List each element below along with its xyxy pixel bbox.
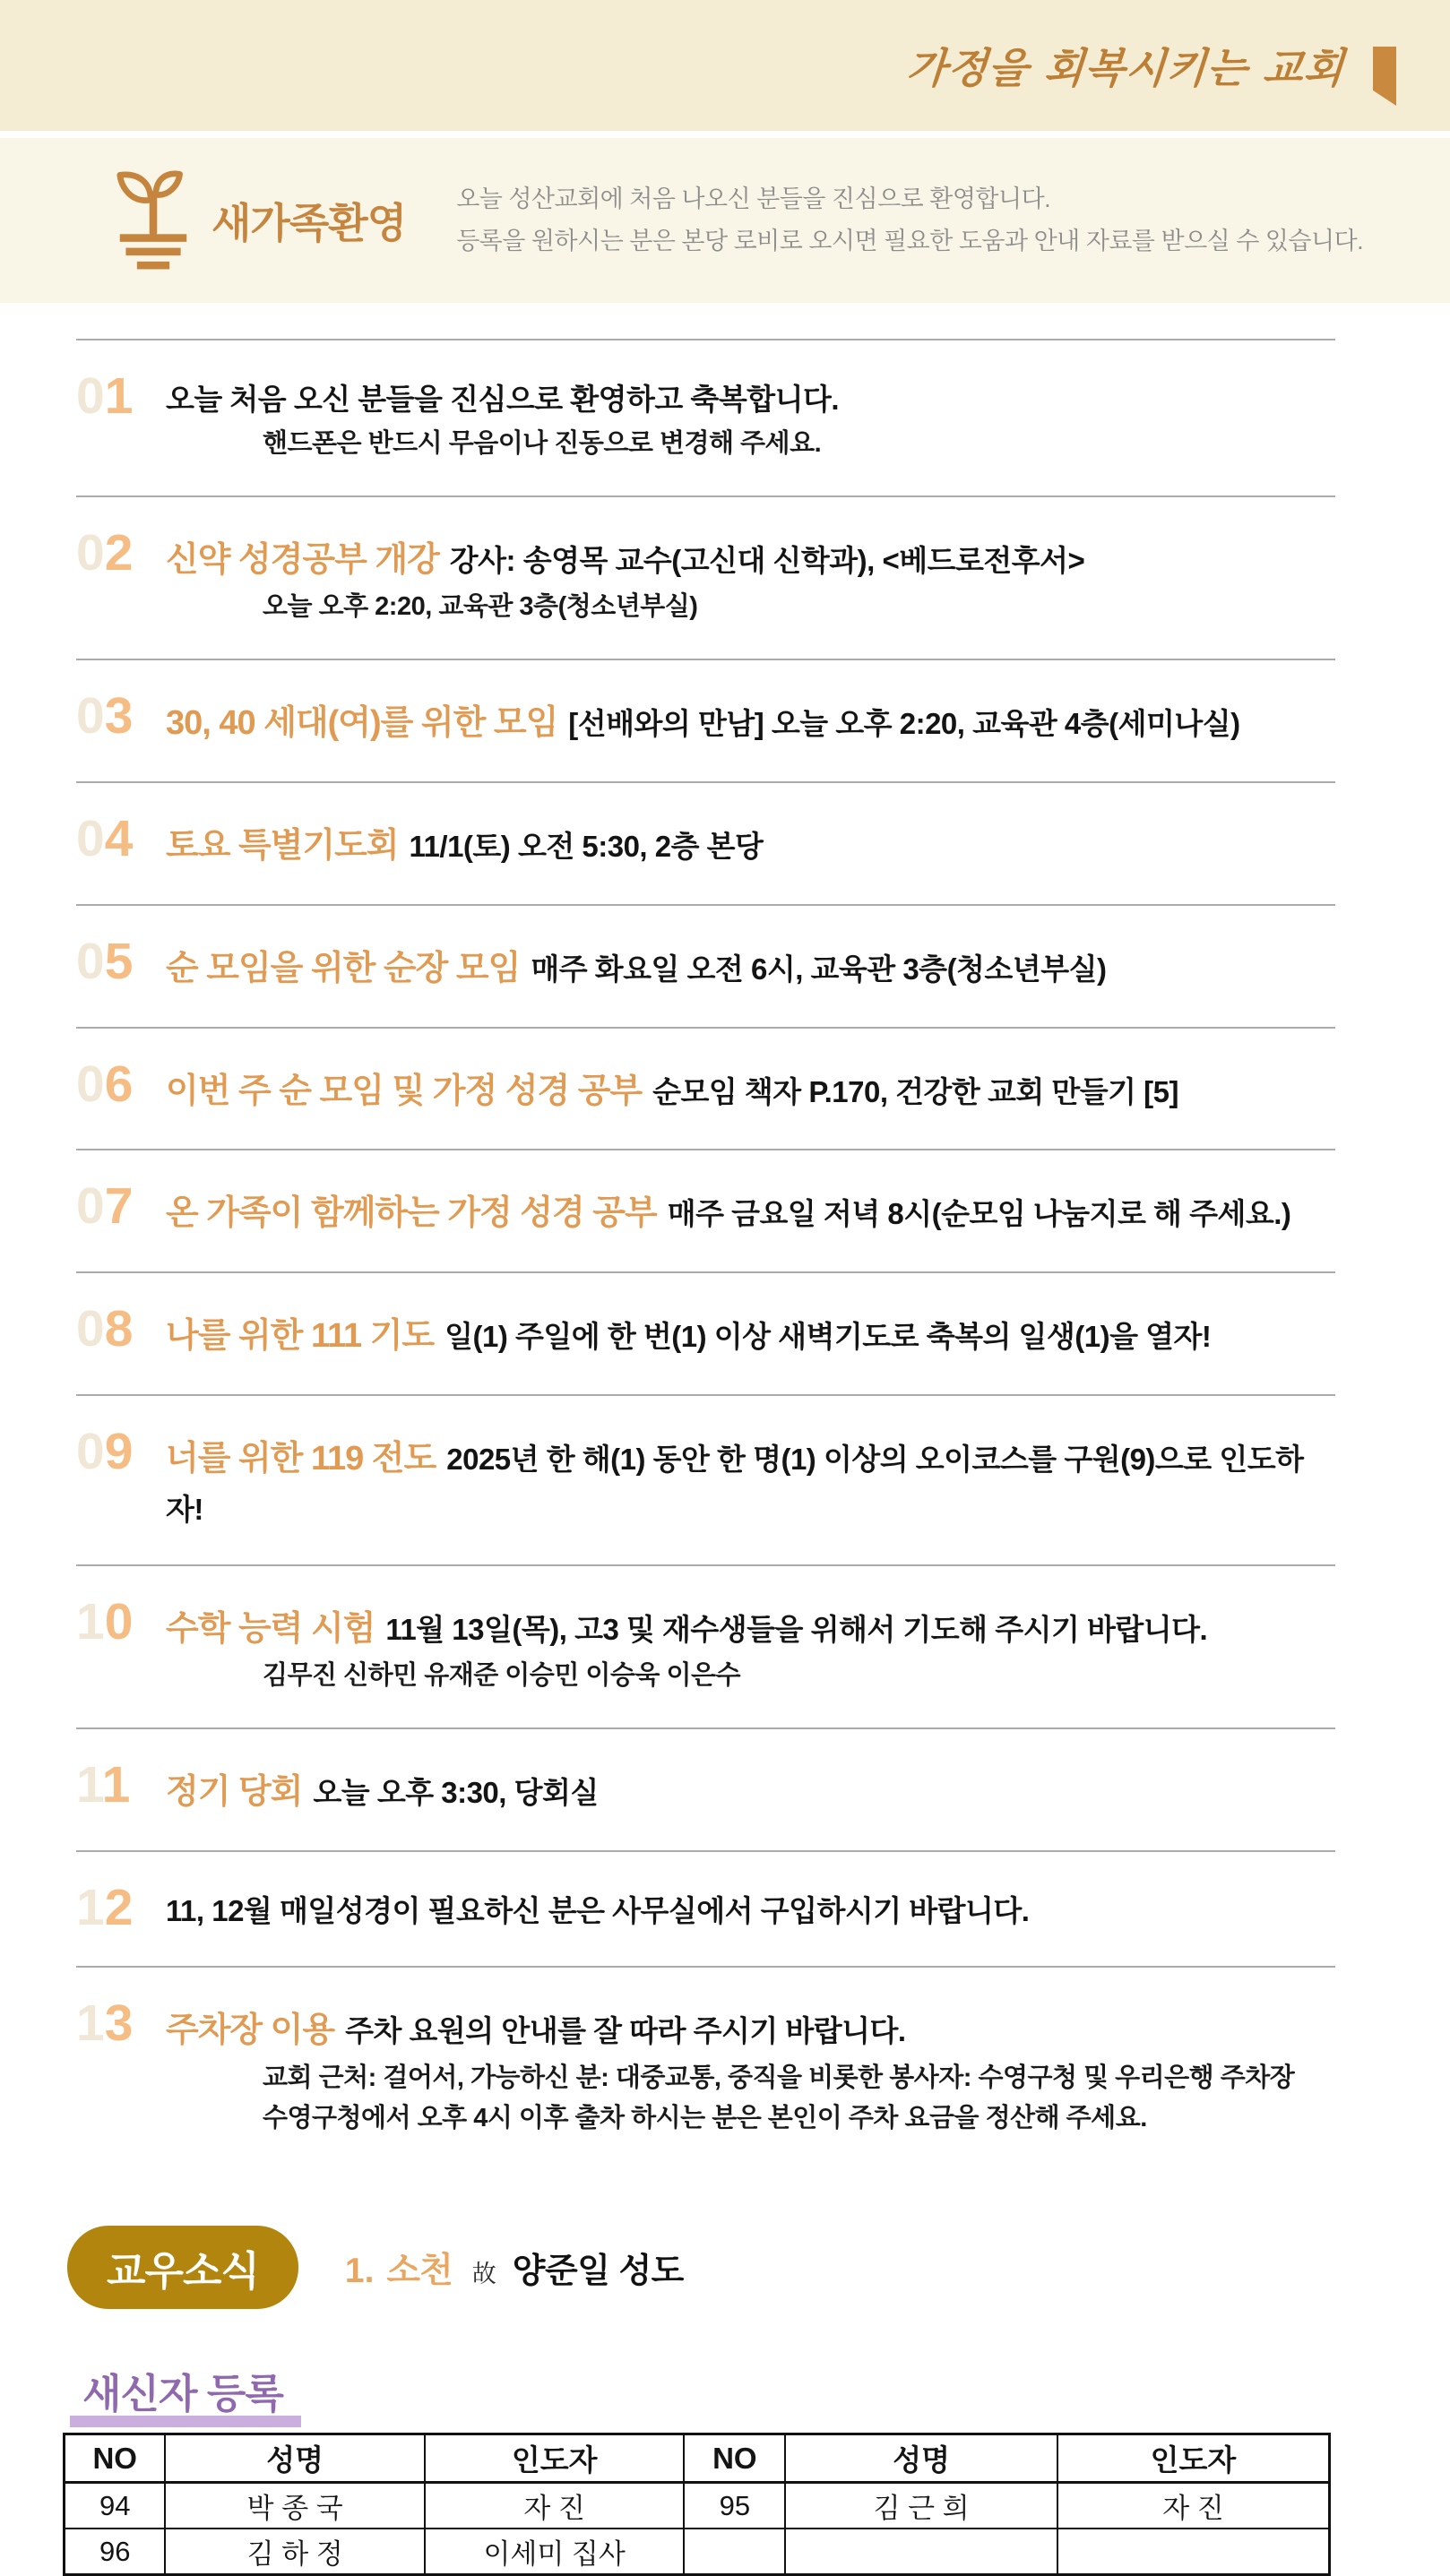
- news-item-title: 소천: [386, 2251, 453, 2290]
- announcement-list: [0, 303, 1450, 2170]
- number-digit-orange: 5: [104, 932, 134, 990]
- announcement-item: [76, 1271, 1335, 1394]
- table-cell: 이세미 집사: [425, 2529, 684, 2575]
- announcement-title: 30, 40 세대(여)를 위한 모임: [166, 704, 558, 743]
- newcomers-section: [63, 2361, 1387, 2576]
- table-header-row: [65, 2434, 1330, 2483]
- announcement-title: 온 가족이 함께하는 가정 성경 공부: [166, 1194, 657, 1233]
- announcement-main-line: [166, 1186, 1335, 1241]
- announcement-row: [76, 932, 1335, 996]
- announcement-item: [76, 1727, 1335, 1850]
- announcement-number: [76, 1756, 166, 1814]
- announcement-subline: 수영구청에서 오후 4시 이후 출차 하시는 분은 본인이 주차 요금을 정산해 주세요.: [263, 2104, 1147, 2133]
- announcement-number: [76, 1592, 166, 1650]
- announcement-row: [76, 523, 1335, 629]
- announcement-text: 주차 요원의 안내를 잘 따라 주시기 바랍니다.: [345, 2013, 906, 2047]
- table-cell: [684, 2529, 785, 2575]
- announcement-number: [76, 687, 166, 745]
- announcement-text: 2025년 한 해(1) 동안 한 명(1) 이상의 오이코스를 구원(9)으로 인도하자!: [166, 1443, 1304, 1526]
- number-digit-orange: 1: [104, 367, 134, 425]
- announcement-subline: 김무진 신하민 유재준 이승민 이승욱 이은수: [263, 1661, 741, 1691]
- announcement-row: [76, 1881, 1335, 1935]
- newcomers-table: [63, 2433, 1331, 2576]
- announcement-text: 오늘 오후 3:30, 당회실: [313, 1776, 599, 1810]
- announcement-item: [76, 1149, 1335, 1271]
- announcement-title: 토요 특별기도회: [166, 827, 399, 866]
- announcement-text: 순모임 책자 P.170, 건강한 교회 만들기 [5]: [652, 1074, 1179, 1108]
- announcement-main-line: [166, 1309, 1335, 1364]
- welcome-brand: [115, 170, 406, 271]
- number-digit-light: 0: [76, 523, 105, 582]
- announcement-main-line: [166, 942, 1335, 996]
- announcement-item: [76, 1564, 1335, 1728]
- number-digit-orange: 3: [104, 1994, 134, 2052]
- announcement-body: [166, 812, 1335, 874]
- announcement-body: [166, 369, 1335, 465]
- announcement-item: [76, 1394, 1335, 1564]
- number-digit-orange: 8: [104, 1300, 134, 1358]
- announcement-item: [76, 781, 1335, 904]
- number-digit-light: 0: [76, 1055, 105, 1113]
- announcement-item: [76, 659, 1335, 781]
- announcement-subline: 오늘 오후 2:20, 교육관 3층(청소년부실): [263, 592, 698, 622]
- number-digit-light: 0: [76, 810, 105, 868]
- announcement-row: [76, 689, 1335, 751]
- announcement-body: [166, 1425, 1335, 1534]
- table-cell: 95: [684, 2483, 785, 2529]
- announcement-body: [166, 1996, 1335, 2140]
- announcement-number: [76, 1177, 166, 1236]
- announcement-main-line: [166, 376, 1335, 424]
- table-cell: 94: [65, 2483, 166, 2529]
- announcement-body: [166, 526, 1335, 629]
- announcement-row: [76, 1057, 1335, 1119]
- number-digit-light: 0: [76, 1423, 105, 1480]
- announcement-number: [76, 1425, 166, 1478]
- table-cell: 박 종 국: [165, 2483, 424, 2529]
- announcement-row: [76, 1758, 1335, 1820]
- announcement-number: [76, 1055, 166, 1113]
- announcement-title: 순 모임을 위한 순장 모임: [166, 949, 521, 987]
- announcement-text: 강사: 송영목 교수(고신대 신학과), <베드로전후서>: [449, 543, 1085, 577]
- announcement-text: 매주 화요일 오전 6시, 교육관 3층(청소년부실): [531, 952, 1107, 986]
- welcome-label: 새가족환영: [211, 200, 407, 246]
- announcement-title: 이번 주 순 모임 및 가정 성경 공부: [166, 1072, 643, 1110]
- banner-gap: [0, 131, 1450, 138]
- number-digit-orange: 1: [101, 1756, 131, 1814]
- announcement-row: [76, 369, 1335, 465]
- announcement-main-line: [166, 1765, 1335, 1820]
- announcement-body: [166, 1057, 1335, 1119]
- table-cell: 자 진: [425, 2483, 684, 2529]
- number-digit-light: 0: [76, 1300, 105, 1358]
- news-item: [345, 2243, 684, 2293]
- news-section: [67, 2226, 1450, 2309]
- number-digit-orange: 4: [104, 810, 134, 868]
- banner-title: 가정을 회복시키는 교회: [904, 44, 1346, 92]
- number-digit-light: 1: [76, 1879, 105, 1936]
- announcement-body: [166, 1179, 1335, 1241]
- banner: [0, 0, 1450, 131]
- announcement-row: [76, 1592, 1335, 1698]
- table-header-cell: 인도자: [1057, 2434, 1330, 2483]
- announcement-main-line: [166, 1888, 1335, 1935]
- number-digit-light: 1: [76, 1756, 102, 1814]
- announcement-row: [76, 812, 1335, 874]
- announcement-body: [166, 1758, 1335, 1820]
- announcement-number: [76, 367, 166, 425]
- announcement-main-line: [166, 2003, 1335, 2058]
- announcement-title: 나를 위한 111 기도: [166, 1317, 435, 1356]
- welcome-section: [0, 138, 1450, 303]
- announcement-title: 주차장 이용: [166, 2011, 335, 2049]
- number-digit-light: 0: [76, 932, 105, 990]
- number-digit-orange: 9: [104, 1423, 134, 1480]
- announcement-title: 신약 성경공부 개강: [166, 540, 439, 579]
- table-cell: 96: [65, 2529, 166, 2575]
- announcement-main-line: [166, 533, 1335, 588]
- announcement-title: 정기 당회: [166, 1773, 303, 1812]
- announcement-text: 일(1) 주일에 한 번(1) 이상 새벽기도로 축복의 일생(1)을 열자!: [444, 1320, 1212, 1354]
- number-digit-orange: 0: [104, 1592, 134, 1650]
- newcomers-title: 새신자 등록: [82, 2371, 283, 2417]
- announcement-body: [166, 1595, 1335, 1698]
- announcement-text: 매주 금요일 저녁 8시(순모임 나눔지로 해 주세요.): [667, 1197, 1291, 1231]
- announcement-text: 11/1(토) 오전 5:30, 2층 본당: [409, 830, 764, 864]
- table-header-cell: NO: [684, 2434, 785, 2483]
- announcement-subline: 핸드폰은 반드시 무음이나 진동으로 변경해 주세요.: [263, 428, 822, 458]
- announcement-text: [선배와의 만남] 오늘 오후 2:20, 교육관 4층(세미나실): [568, 707, 1240, 741]
- news-badge: 교우소식: [67, 2226, 298, 2309]
- table-cell: [1057, 2529, 1330, 2575]
- table-cell: 자 진: [1057, 2483, 1330, 2529]
- number-digit-light: 0: [76, 1177, 105, 1236]
- announcement-subline: 교회 근처: 걸어서, 가능하신 분: 대중교통, 중직을 비롯한 봉사자: 수영구청 및 우리은행 주차장: [263, 2063, 1295, 2092]
- news-item-name: 양준일 성도: [512, 2252, 684, 2290]
- announcement-text: 11, 12월 매일성경이 필요하신 분은 사무실에서 구입하시기 바랍니다.: [166, 1894, 1030, 1927]
- announcement-row: [76, 1179, 1335, 1241]
- deceased-marker: 故: [471, 2260, 496, 2287]
- table-cell: [785, 2529, 1057, 2575]
- table-header-cell: 성명: [785, 2434, 1057, 2483]
- announcement-body: [166, 1881, 1335, 1935]
- table-header-cell: 인도자: [425, 2434, 684, 2483]
- announcement-row: [76, 1996, 1335, 2140]
- table-cell: 김 하 정: [165, 2529, 424, 2575]
- announcement-number: [76, 1300, 166, 1358]
- number-digit-light: 1: [76, 1994, 105, 2052]
- announcement-item: [76, 1966, 1335, 2170]
- announcement-number: [76, 1994, 166, 2052]
- announcement-number: [76, 523, 166, 582]
- announcement-text: 오늘 처음 오신 분들을 진심으로 환영하고 축복합니다.: [166, 383, 839, 416]
- number-digit-light: 0: [76, 367, 105, 425]
- table-row: [65, 2483, 1330, 2529]
- welcome-line-2: 등록을 원하시는 분은 본당 로비로 오시면 필요한 도움과 안내 자료를 받으실 수 있습니다.: [456, 228, 1364, 254]
- announcement-item: [76, 1027, 1335, 1150]
- bookmark-ribbon-icon: [1373, 47, 1396, 106]
- welcome-text: [456, 178, 1363, 263]
- table-header-cell: NO: [65, 2434, 166, 2483]
- announcement-main-line: [166, 819, 1335, 874]
- announcement-item: [76, 904, 1335, 1027]
- table-row: [65, 2529, 1330, 2575]
- sprout-icon: [115, 170, 192, 271]
- table-header-cell: 성명: [165, 2434, 424, 2483]
- welcome-line-1: 오늘 성산교회에 처음 나오신 분들을 진심으로 환영합니다.: [456, 185, 1051, 212]
- announcement-item: [76, 1850, 1335, 1966]
- number-digit-orange: 7: [104, 1177, 134, 1236]
- announcement-main-line: [166, 696, 1335, 751]
- number-digit-orange: 2: [104, 523, 134, 582]
- announcement-row: [76, 1425, 1335, 1534]
- announcement-title: 수학 능력 시험: [166, 1609, 375, 1648]
- number-digit-light: 0: [76, 687, 105, 745]
- announcement-body: [166, 689, 1335, 751]
- number-digit-orange: 3: [104, 687, 134, 745]
- announcement-row: [76, 1302, 1335, 1364]
- announcement-text: 11월 13일(목), 고3 및 재수생들을 위해서 기도해 주시기 바랍니다.: [385, 1612, 1208, 1646]
- announcement-main-line: [166, 1432, 1335, 1534]
- announcement-item: [76, 495, 1335, 659]
- news-item-number: 1.: [344, 2251, 375, 2290]
- announcement-main-line: [166, 1064, 1335, 1119]
- announcement-title: 너를 위한 119 전도: [166, 1440, 436, 1478]
- announcement-number: [76, 1881, 166, 1934]
- announcement-main-line: [166, 1602, 1335, 1657]
- announcement-number: [76, 810, 166, 868]
- table-cell: 김 근 희: [785, 2483, 1057, 2529]
- announcement-number: [76, 932, 166, 990]
- announcement-item: [76, 339, 1335, 495]
- announcement-body: [166, 1302, 1335, 1364]
- number-digit-orange: 6: [104, 1055, 134, 1113]
- number-digit-orange: 2: [104, 1879, 134, 1936]
- number-digit-light: 1: [76, 1592, 105, 1650]
- announcement-body: [166, 935, 1335, 996]
